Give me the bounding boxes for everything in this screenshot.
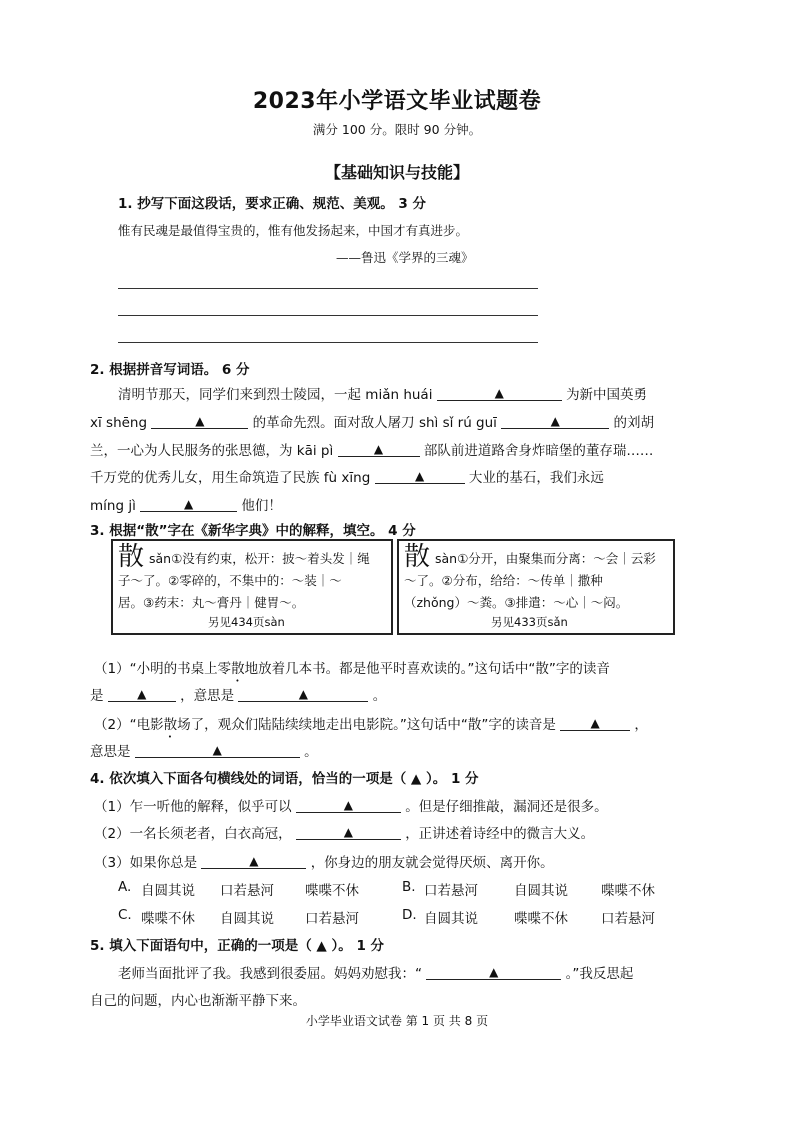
q3-sub1 — [94, 657, 610, 685]
q3-text: （1）“小明的书桌上零 — [94, 661, 232, 677]
dictionary-line: sǎn①没有约束，松开：披～着头发｜绳 — [149, 551, 370, 566]
option-b-word: 口若悬河 — [424, 883, 478, 899]
q2-text: 的革命先烈。面对敌人屠刀 — [252, 415, 415, 431]
answer-blank-reading-1[interactable] — [108, 687, 176, 702]
answer-marker: ▲ — [590, 716, 600, 730]
q4-text: ，你身边的朋友就会觉得厌烦、离开你。 — [310, 855, 554, 871]
q2-line-4 — [90, 466, 604, 486]
q5-line-1 — [118, 962, 633, 982]
q1-heading: 1. 抄写下面这段话，要求正确、规范、美观。 3 分 — [118, 196, 427, 212]
q2-text: 的刘胡 — [613, 415, 655, 431]
answer-marker: ▲ — [212, 743, 222, 757]
pinyin-mingji: míng jì — [90, 498, 136, 514]
option-a-word: 口若悬河 — [220, 883, 274, 899]
q3-sub2-answer — [90, 740, 318, 760]
option-letter: D. — [402, 907, 417, 923]
option-a[interactable] — [118, 879, 131, 895]
dictionary-reference: 另见434页sàn — [208, 615, 285, 629]
answer-marker: ▲ — [343, 798, 354, 812]
dictionary-reference: 另见433页sǎn — [491, 615, 568, 629]
exam-title: 2023年小学语文毕业试题卷 — [252, 89, 542, 114]
dictionary-line: sàn①分开，由聚集而分离：～会｜云彩 — [435, 551, 656, 566]
q3-text: 地放着几本书。都是他平时喜欢读的。”这句话中“散”字的读音 — [244, 661, 610, 677]
answer-blank-mingji[interactable] — [140, 497, 237, 512]
option-d-word: 自圆其说 — [424, 911, 478, 927]
q2-text: 千万党的优秀儿女，用生命筑造了民族 — [90, 470, 320, 486]
option-d-word: 口若悬河 — [601, 911, 655, 927]
q2-text: 为新中国英勇 — [566, 387, 648, 403]
dictionary-line: 居。③药末：丸～膏丹｜健胃～。 — [118, 595, 305, 610]
answer-blank-shisirugui[interactable] — [501, 414, 609, 429]
answer-marker: ▲ — [550, 414, 560, 428]
q3-sub1-answer — [90, 684, 386, 704]
q4-text: ，正讲述着诗经中的微言大义。 — [405, 826, 595, 842]
q2-text: 兰，一心为人民服务的张思德，为 — [90, 443, 293, 459]
q3-text: 场了，观众们陆陆续续地走出电影院。”这句话中“散”字的读音是 — [177, 717, 556, 733]
option-c-word: 喋喋不休 — [141, 911, 195, 927]
option-a-word: 自圆其说 — [141, 883, 195, 899]
answer-blank-q4-1[interactable] — [296, 798, 401, 813]
q4-sentence-2 — [94, 822, 594, 842]
dictionary-line: ～了。②分布，给给：～传单｜撒种 — [404, 573, 603, 588]
answer-blank-reading-2[interactable] — [560, 716, 630, 731]
q2-line-1 — [118, 383, 647, 403]
q3-text: 。 — [304, 744, 318, 760]
q2-line-2 — [90, 411, 654, 431]
q3-sub2 — [94, 713, 648, 741]
q5-text: 老师当面批评了我。我感到很委屈。妈妈劝慰我：“ — [118, 966, 422, 982]
q5-text: 。”我反思起 — [565, 966, 634, 982]
q2-line-5 — [90, 494, 282, 514]
answer-marker: ▲ — [298, 687, 309, 701]
q1-writing-line-2[interactable] — [118, 315, 538, 316]
exam-subtitle: 满分 100 分。限时 90 分钟。 — [312, 122, 482, 137]
page-footer: 小学毕业语文试卷 第 1 页 共 8 页 — [305, 1014, 489, 1028]
answer-marker: ▲ — [195, 414, 205, 428]
option-b-word: 喋喋不休 — [601, 883, 655, 899]
q1-writing-line-3[interactable] — [118, 342, 538, 343]
q3-text: 。 — [372, 688, 387, 704]
answer-marker: ▲ — [414, 469, 425, 483]
answer-marker: ▲ — [489, 965, 499, 979]
pinyin-mianhuai: miǎn huái — [365, 387, 433, 403]
option-c-word: 自圆其说 — [220, 911, 274, 927]
emphasized-char: 散 — [231, 661, 245, 677]
option-c-word: 口若悬河 — [305, 911, 359, 927]
q3-heading: 3. 根据“散”字在《新华字典》中的解释，填空。 4 分 — [90, 523, 416, 539]
answer-blank-kaipi[interactable] — [338, 442, 420, 457]
option-a-word: 喋喋不休 — [305, 883, 359, 899]
q2-text: 他们！ — [241, 498, 282, 514]
answer-blank-fuxing[interactable] — [375, 469, 465, 484]
dictionary-box-san4 — [397, 539, 675, 635]
answer-blank-xisheng[interactable] — [151, 414, 248, 429]
q3-text: 是 — [90, 688, 104, 704]
dictionary-headword: 散 — [118, 542, 145, 572]
q3-text: （2）“电影 — [94, 717, 164, 733]
answer-marker: ▲ — [184, 497, 194, 511]
q4-text: （2）一名长须老者，白衣高冠， — [94, 826, 292, 842]
q3-text: ，意思是 — [180, 688, 235, 704]
answer-marker: ▲ — [494, 386, 504, 400]
q4-sentence-1 — [94, 795, 608, 815]
option-letter: A. — [118, 879, 132, 895]
answer-blank-q5[interactable] — [426, 965, 561, 980]
q2-text: 大业的基石，我们永远 — [468, 470, 604, 486]
dictionary-headword: 散 — [404, 542, 431, 572]
option-d[interactable] — [402, 907, 417, 923]
emphasized-char: 散 — [163, 717, 178, 733]
answer-blank-q4-3[interactable] — [201, 854, 306, 869]
dictionary-box-san3 — [111, 539, 393, 635]
q2-text: 清明节那天，同学们来到烈士陵园，一起 — [118, 387, 361, 403]
q3-text: ， — [634, 717, 648, 733]
pinyin-shisirugui: shì sǐ rú guī — [418, 415, 497, 431]
option-letter: B. — [402, 879, 416, 895]
q4-text: 。但是仔细推敲，漏洞还是很多。 — [405, 799, 608, 815]
q4-text: （3）如果你总是 — [94, 855, 198, 871]
answer-blank-meaning-2[interactable] — [135, 743, 300, 758]
q5-heading: 5. 填入下面语句中，正确的一项是（ ▲ ）。 1 分 — [90, 938, 385, 954]
q4-heading: 4. 依次填入下面各句横线处的词语，恰当的一项是（ ▲ ）。 1 分 — [90, 771, 479, 787]
q4-text: （1）乍一听他的解释，似乎可以 — [94, 799, 292, 815]
answer-marker: ▲ — [343, 825, 354, 839]
q4-sentence-3 — [94, 851, 554, 871]
answer-blank-mianhuai[interactable] — [437, 386, 562, 401]
q3-text: 意思是 — [90, 744, 131, 760]
option-b[interactable] — [402, 879, 416, 895]
dictionary-line: 子～了。②零碎的，不集中的：～装｜～ — [118, 573, 342, 588]
answer-marker: ▲ — [373, 442, 384, 456]
q5-line-2: 自己的问题，内心也渐渐平静下来。 — [90, 993, 306, 1009]
answer-blank-meaning-1[interactable] — [238, 687, 368, 702]
q1-source: ——鲁迅《学界的三魂》 — [336, 250, 474, 265]
q2-text: 部队前进道路舍身炸暗堡的董存瑞…… — [423, 443, 654, 459]
answer-marker: ▲ — [137, 687, 147, 701]
option-letter: C. — [118, 907, 132, 923]
answer-blank-q4-2[interactable] — [296, 825, 401, 840]
q1-writing-line-1[interactable] — [118, 288, 538, 289]
q2-line-3 — [90, 439, 653, 459]
option-d-word: 喋喋不休 — [514, 911, 568, 927]
option-c[interactable] — [118, 907, 132, 923]
pinyin-fuxing: fù xīng — [323, 470, 371, 486]
pinyin-xisheng: xī shēng — [90, 415, 148, 431]
option-b-word: 自圆其说 — [514, 883, 568, 899]
dictionary-line: （zhǒng）～粪。③排遣：～心｜～闷。 — [404, 595, 629, 610]
answer-marker: ▲ — [249, 854, 259, 868]
pinyin-kaipi: kāi pì — [296, 443, 334, 459]
q1-quote: 惟有民魂是最值得宝贵的，惟有他发扬起来，中国才有真进步。 — [118, 223, 469, 238]
section-heading: 【基础知识与技能】 — [324, 163, 469, 182]
q2-heading: 2. 根据拼音写词语。 6 分 — [90, 362, 250, 378]
